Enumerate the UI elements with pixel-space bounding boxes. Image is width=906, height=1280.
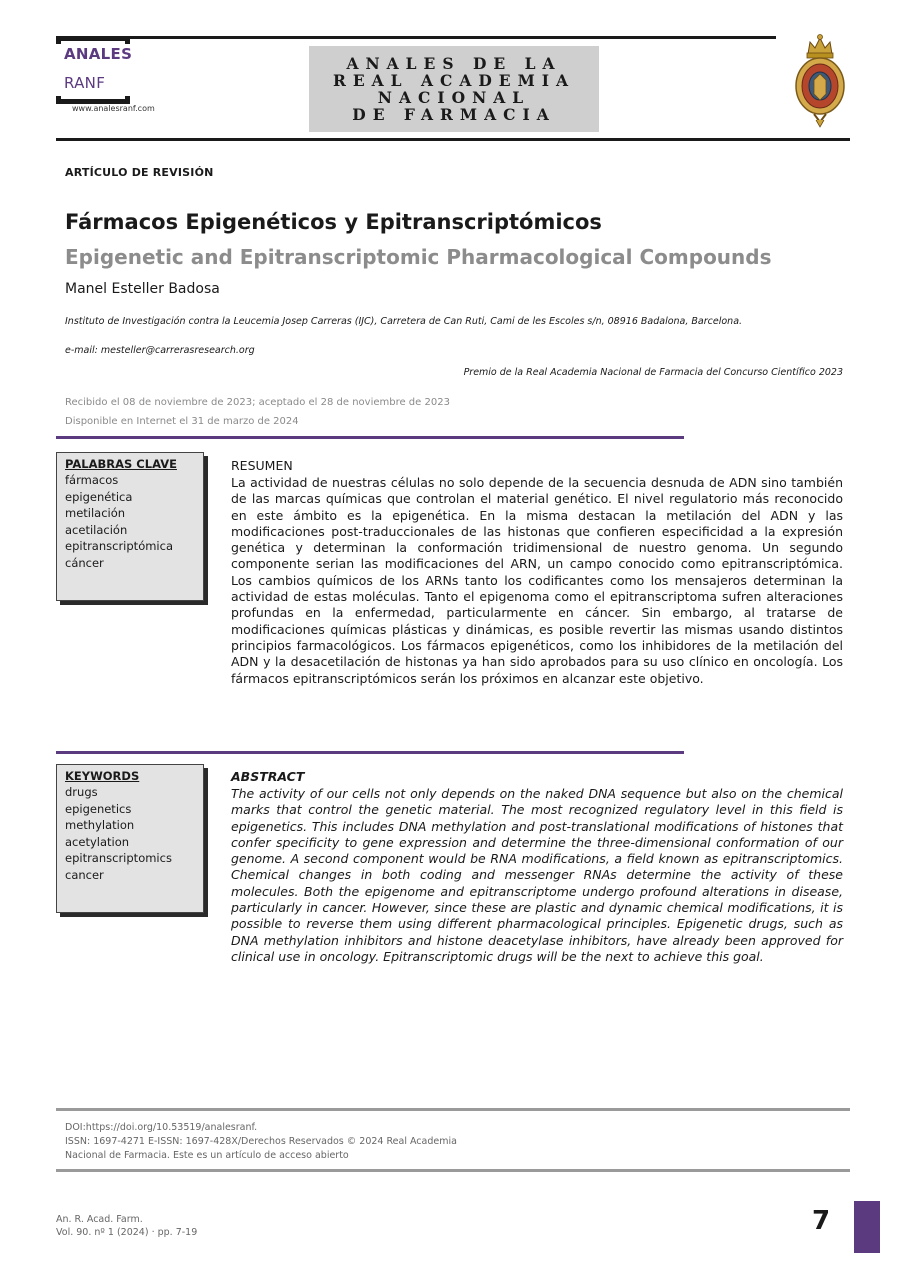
article-title-english: Epigenetic and Epitranscriptomic Pharmacological Compounds [65,245,772,269]
journal-title-line-2: REAL ACADEMIA [332,71,576,90]
resumen-text: La actividad de nuestras células no solo depende de la secuencia desnuda de ADN sino también de las marcas químicas que controlan el material genético. El nivel regulatorio más reconocido en este ámbito es la epigenética. En la misma destacan la metilación del ADN y las modificaciones post-traduccionales de las histonas que confieren especificidad a la expresión genética y determinan la conformación tridimensional de nuestro genoma. Un segundo componente serian las modificaciones del ARN, un campo conocido como epitranscriptómica. Los cambios químicos de los ARNs tanto los codificantes como los mensajeros determinan la actividad de estas moléculas. Tanto el epigenoma como el epitranscriptoma sufren alteraciones profundas en la enfermedad, particularmente en cáncer. Sin embargo, al tratarse de modificaciones químicas plásticas y dinámicas, es posible revertir las mismas usando distintos principios farmacológicos. Los fármacos epigenéticos, como los inhibidores de la metilación del ADN y la desacetilación de histonas ya han sido aprobados para su uso clínico en oncología. Los fármacos epitranscriptómicos serán los próximos en alcanzar este objetivo. [231,475,843,686]
author-name: Manel Esteller Badosa [65,281,220,297]
footer-rule-top [56,1108,850,1111]
keyword-item: cáncer [65,555,104,570]
author-affiliation: Instituto de Investigación contra la Leucemia Josep Carreras (IJC), Carretera de Can Ruti, Cami de les Escoles s/n, 08916 Badalona, Barcelona. [65,316,743,327]
logo-bracket-bottom [56,96,130,104]
section-divider [56,436,684,439]
keyword-item: epitranscriptómica [65,539,173,553]
logo-ranf-text: RANF [64,74,106,92]
keyword-item: epitranscriptomics [65,851,172,865]
article-title-spanish: Fármacos Epigenéticos y Epitranscriptómicos [65,210,602,234]
resumen-heading: RESUMEN [231,458,293,473]
keyword-item: epigenética [65,489,133,504]
keywords-box-spanish [56,452,204,601]
abstract-heading: ABSTRACT [231,769,305,784]
section-divider [56,751,684,754]
journal-title-line-3: NACIONAL [377,88,531,107]
article-type: ARTÍCULO DE REVISIÓN [65,166,214,179]
author-email: e-mail: mesteller@carrerasresearch.org [65,345,255,356]
journal-title-box [309,46,599,132]
keyword-item: drugs [65,785,98,799]
keyword-item: methylation [65,818,135,832]
received-dates: Recibido el 08 de noviembre de 2023; aceptado el 28 de noviembre de 2023 [65,397,450,408]
logo-bracket-top [56,36,130,44]
keywords-heading: PALABRAS CLAVE [65,457,177,471]
keywords-heading: KEYWORDS [65,769,140,783]
doi-block [65,1121,457,1163]
footer-rule-bottom [56,1169,850,1172]
journal-title-line-1: ANALES DE LA [346,54,562,73]
journal-title-line-4: DE FARMACIA [352,105,556,124]
logo-anales-text: ANALES [64,45,133,63]
page-number: 7 [812,1206,831,1236]
journal-reference [56,1213,197,1239]
keywords-box-english [56,764,204,913]
prize-note: Premio de la Real Academia Nacional de Farmacia del Concurso Científico 2023 [463,367,843,378]
available-date: Disponible en Internet el 31 de marzo de 2024 [65,416,299,427]
logo-url: www.analesranf.com [72,104,155,113]
volume-pages: Vol. 90. nº 1 (2024) · pp. 7-19 [56,1227,198,1238]
keyword-item: acetilación [65,522,128,537]
academy-crest-icon [792,32,848,128]
header-bottom-rule [56,138,850,141]
header-top-rule [128,36,776,39]
keyword-item: fármacos [65,473,119,487]
keyword-item: acetylation [65,834,130,849]
issn-text: ISSN: 1697-4271 E-ISSN: 1697-428X/Derechos Reservados © 2024 Real Academia [65,1136,457,1147]
keyword-item: cancer [65,867,104,882]
keyword-item: epigenetics [65,801,132,816]
page-tab-marker [854,1201,880,1253]
keyword-item: metilación [65,506,126,520]
journal-abbreviation: An. R. Acad. Farm. [56,1214,143,1225]
abstract-text: The activity of our cells not only depends on the naked DNA sequence but also on the chemical marks that control the genetic material. The most recognized regulatory level in this field is epigenetics. This includes DNA methylation and post-translational modifications of histones that confer specificity to gene expression and determine the three-dimensional conformation of our genome. A second component would be RNA modifications, a field known as epitranscriptomics. Chemical changes in both coding and messenger RNAs determine the activity of these molecules. Both the epigenome and epitranscriptome undergo profound alterations in disease, particularly in cancer. However, since these are plastic and dynamic chemical modifications, it is possible to reverse them using different pharmacological principles. Epigenetic drugs, such as DNA methylation inhibitors and histone deacetylase inhibitors, have already been approved for clinical use in oncology. Epitranscriptomic drugs will be the next to achieve this goal. [231,786,843,964]
doi-link[interactable]: DOI:https://doi.org/10.53519/analesranf. [65,1122,258,1133]
license-text: Nacional de Farmacia. Este es un artículo de acceso abierto [65,1150,349,1161]
